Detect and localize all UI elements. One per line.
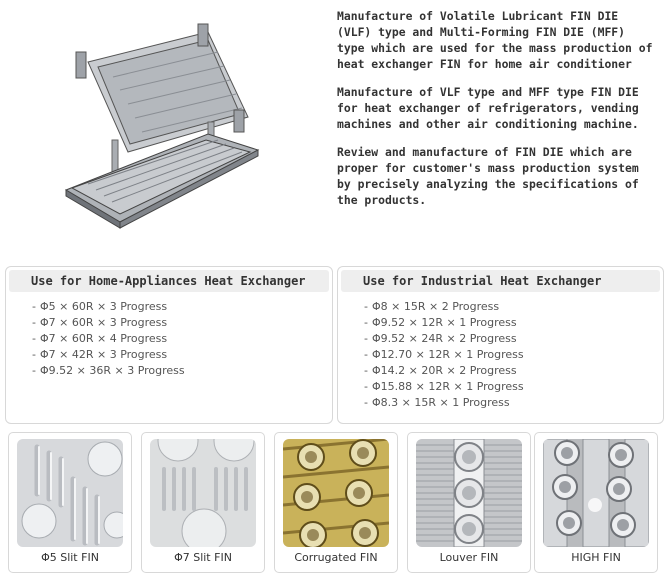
list-item: - Φ5 × 60R × 3 Progress	[32, 300, 168, 313]
fin-card-louver	[407, 432, 531, 573]
list-item: - Φ7 × 60R × 3 Progress	[32, 316, 168, 329]
intro-text	[337, 8, 655, 220]
louver-fin-image	[416, 439, 522, 547]
list-item: - Φ15.88 × 12R × 1 Progress	[364, 380, 524, 393]
intro-paragraph: Manufacture of Volatile Lubricant FIN DIE (VLF) type and Multi-Forming FIN DIE (MFF) type which are used for the mass production of heat exchanger FIN for home air conditioner	[337, 9, 653, 71]
panel-title: Use for Home-Appliances Heat Exchanger	[9, 270, 329, 292]
list-item-text: Φ12.70 × 12R × 1 Progress	[371, 348, 524, 361]
list-item: - Φ7 × 60R × 4 Progress	[32, 332, 168, 345]
panel-title: Use for Industrial Heat Exchanger	[341, 270, 660, 292]
high-fin-image	[543, 439, 649, 547]
list-item: - Φ14.2 × 20R × 2 Progress	[364, 364, 517, 377]
list-item: - Φ7 × 42R × 3 Progress	[32, 348, 168, 361]
fin-caption: HIGH FIN	[571, 551, 621, 564]
list-item: - Φ9.52 × 12R × 1 Progress	[364, 316, 517, 329]
list-item-text: Φ9.52 × 12R × 1 Progress	[371, 316, 517, 329]
list-item-text: Φ8 × 15R × 2 Progress	[371, 300, 500, 313]
fin-card-corrugated	[274, 432, 398, 573]
home-appliances-panel	[5, 266, 333, 424]
list-item-text: Φ9.52 × 24R × 2 Progress	[371, 332, 517, 345]
slit-fin-7-image	[150, 439, 256, 547]
fin-card-slit-7	[141, 432, 265, 573]
spec-list	[6, 299, 332, 379]
intro-paragraph: Manufacture of VLF type and MFF type FIN DIE for heat exchanger of refrigerators, vending machines and other air conditioning machine.	[337, 85, 639, 131]
list-item-text: Φ15.88 × 12R × 1 Progress	[371, 380, 524, 393]
corrugated-fin-image	[283, 439, 389, 547]
list-item: - Φ8 × 15R × 2 Progress	[364, 300, 500, 313]
slit-fin-5-image	[17, 439, 123, 547]
industrial-panel	[337, 266, 664, 424]
fin-caption: Louver FIN	[439, 551, 499, 564]
list-item-text: Φ5 × 60R × 3 Progress	[39, 300, 168, 313]
list-item: - Φ9.52 × 24R × 2 Progress	[364, 332, 517, 345]
intro-paragraph: Review and manufacture of FIN DIE which are proper for customer's mass production system by precisely analyzing the specifications of the products.	[337, 145, 639, 207]
fin-die-machine-image	[58, 22, 264, 232]
list-item-text: Φ7 × 60R × 3 Progress	[39, 316, 168, 329]
spec-list	[338, 299, 663, 411]
list-item-text: Φ9.52 × 36R × 3 Progress	[39, 364, 185, 377]
list-item-text: Φ7 × 42R × 3 Progress	[39, 348, 168, 361]
list-item-text: Φ8.3 × 15R × 1 Progress	[371, 396, 510, 409]
fin-caption: Corrugated FIN	[294, 551, 378, 564]
fin-card-slit-5	[8, 432, 132, 573]
list-item: - Φ12.70 × 12R × 1 Progress	[364, 348, 524, 361]
list-item: - Φ8.3 × 15R × 1 Progress	[364, 396, 510, 409]
list-item-text: Φ7 × 60R × 4 Progress	[39, 332, 168, 345]
fin-caption: Φ7 Slit FIN	[174, 551, 232, 564]
fin-caption: Φ5 Slit FIN	[41, 551, 99, 564]
list-item-text: Φ14.2 × 20R × 2 Progress	[371, 364, 517, 377]
list-item: - Φ9.52 × 36R × 3 Progress	[32, 364, 185, 377]
fin-card-high	[534, 432, 658, 573]
